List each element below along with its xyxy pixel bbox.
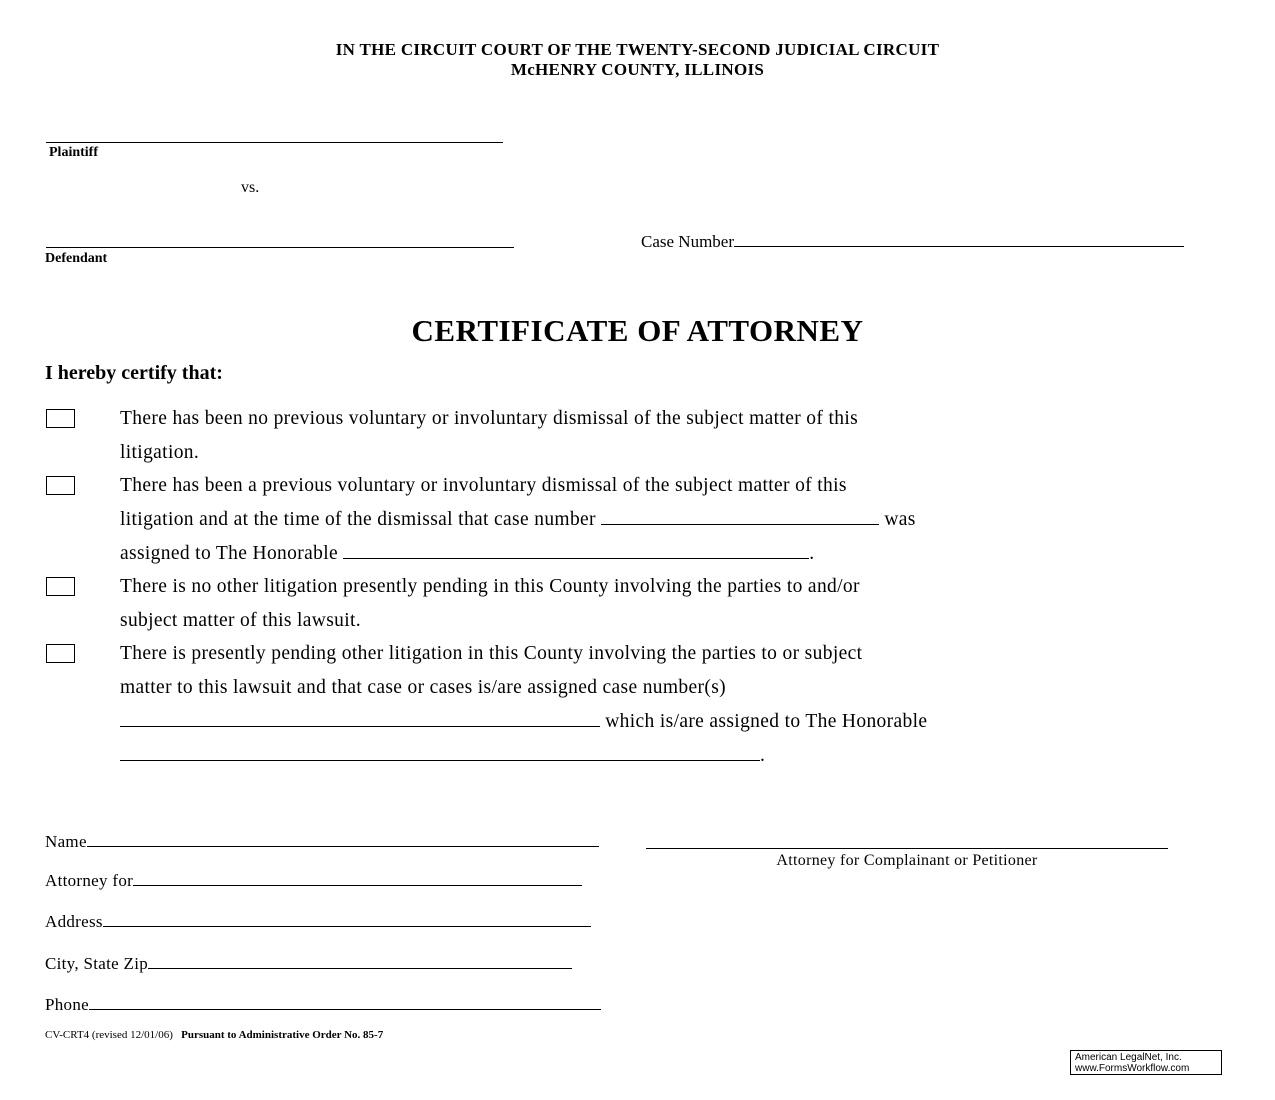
form-footer (45, 1029, 383, 1041)
document-title: CERTIFICATE OF ATTORNEY (411, 313, 864, 348)
city-state-zip-label: City, State Zip (45, 954, 149, 973)
case-number-input[interactable] (734, 246, 1184, 247)
court-name-line2: McHENRY COUNTY, ILLINOIS (510, 60, 765, 79)
pending-judge-input[interactable] (120, 760, 760, 761)
logo-line1: American LegalNet, Inc. (1075, 1052, 1182, 1063)
attorney-signature-line[interactable] (646, 834, 1168, 849)
option-2-line1: There has been a previous voluntary or involuntary dismissal of the subject matter of this (120, 475, 847, 496)
prior-case-number-input[interactable] (601, 524, 879, 525)
checkbox-no-previous-dismissal[interactable] (46, 409, 75, 428)
administrative-order: Pursuant to Administrative Order No. 85-7 (181, 1029, 384, 1041)
court-name-line1: IN THE CIRCUIT COURT OF THE TWENTY-SECOND JUDICIAL CIRCUIT (335, 40, 940, 59)
case-number-field (641, 232, 1184, 252)
name-label: Name (45, 832, 87, 851)
option-1-line1: There has been no previous voluntary or involuntary dismissal of the subject matter of this (120, 408, 859, 429)
defendant-line[interactable] (46, 233, 514, 248)
checkbox-no-pending-litigation[interactable] (46, 577, 75, 596)
case-number-label: Case Number (641, 232, 735, 251)
logo-line2: www.FormsWorkflow.com (1075, 1063, 1190, 1074)
option-2-period: . (809, 543, 815, 564)
option-4-line3-text: which is/are assigned to The Honorable (605, 711, 928, 732)
attorney-signature-caption: Attorney for Complainant or Petitioner (776, 852, 1038, 869)
name-field (45, 832, 599, 852)
attorney-for-field (45, 871, 582, 891)
address-field (45, 912, 591, 932)
plaintiff-label: Plaintiff (49, 145, 98, 160)
option-4-line1: There is presently pending other litigation in this County involving the parties to or subject (120, 643, 863, 664)
attorney-for-input[interactable] (133, 885, 582, 886)
publisher-logo (1070, 1050, 1222, 1075)
versus-label: vs. (241, 179, 260, 196)
option-2-was-text: was (884, 509, 916, 530)
option-4-text (120, 637, 927, 773)
option-3-text (120, 570, 860, 638)
option-3-line1: There is no other litigation presently pending in this County involving the parties to and/or (120, 576, 860, 597)
checkbox-pending-litigation[interactable] (46, 644, 75, 663)
option-1-line2: litigation. (120, 442, 200, 463)
option-4-period: . (760, 745, 766, 766)
option-2-line2-text: litigation and at the time of the dismissal that case number (120, 509, 596, 530)
checkbox-previous-dismissal[interactable] (46, 476, 75, 495)
plaintiff-line[interactable] (46, 128, 503, 143)
prior-judge-input[interactable] (343, 558, 809, 559)
phone-field (45, 995, 601, 1015)
option-4-line2: matter to this lawsuit and that case or cases is/are assigned case number(s) (120, 677, 726, 698)
option-1-text (120, 402, 858, 470)
option-2-text (120, 469, 916, 571)
option-2-line3 (120, 537, 916, 571)
certify-intro: I hereby certify that: (45, 362, 223, 384)
name-input[interactable] (87, 846, 599, 847)
form-id: CV-CRT4 (revised 12/01/06) (45, 1029, 173, 1041)
address-label: Address (45, 912, 103, 931)
option-2-line2 (120, 503, 916, 537)
address-input[interactable] (103, 926, 591, 927)
pending-case-numbers-input[interactable] (120, 726, 600, 727)
option-4-line4 (120, 739, 927, 773)
attorney-for-label: Attorney for (45, 871, 134, 890)
phone-input[interactable] (89, 1009, 601, 1010)
city-state-zip-field (45, 954, 572, 974)
option-3-line2: subject matter of this lawsuit. (120, 610, 362, 631)
option-2-line3-text: assigned to The Honorable (120, 543, 338, 564)
phone-label: Phone (45, 995, 89, 1014)
city-state-zip-input[interactable] (148, 968, 572, 969)
option-4-line3 (120, 705, 927, 739)
defendant-label: Defendant (45, 251, 108, 266)
